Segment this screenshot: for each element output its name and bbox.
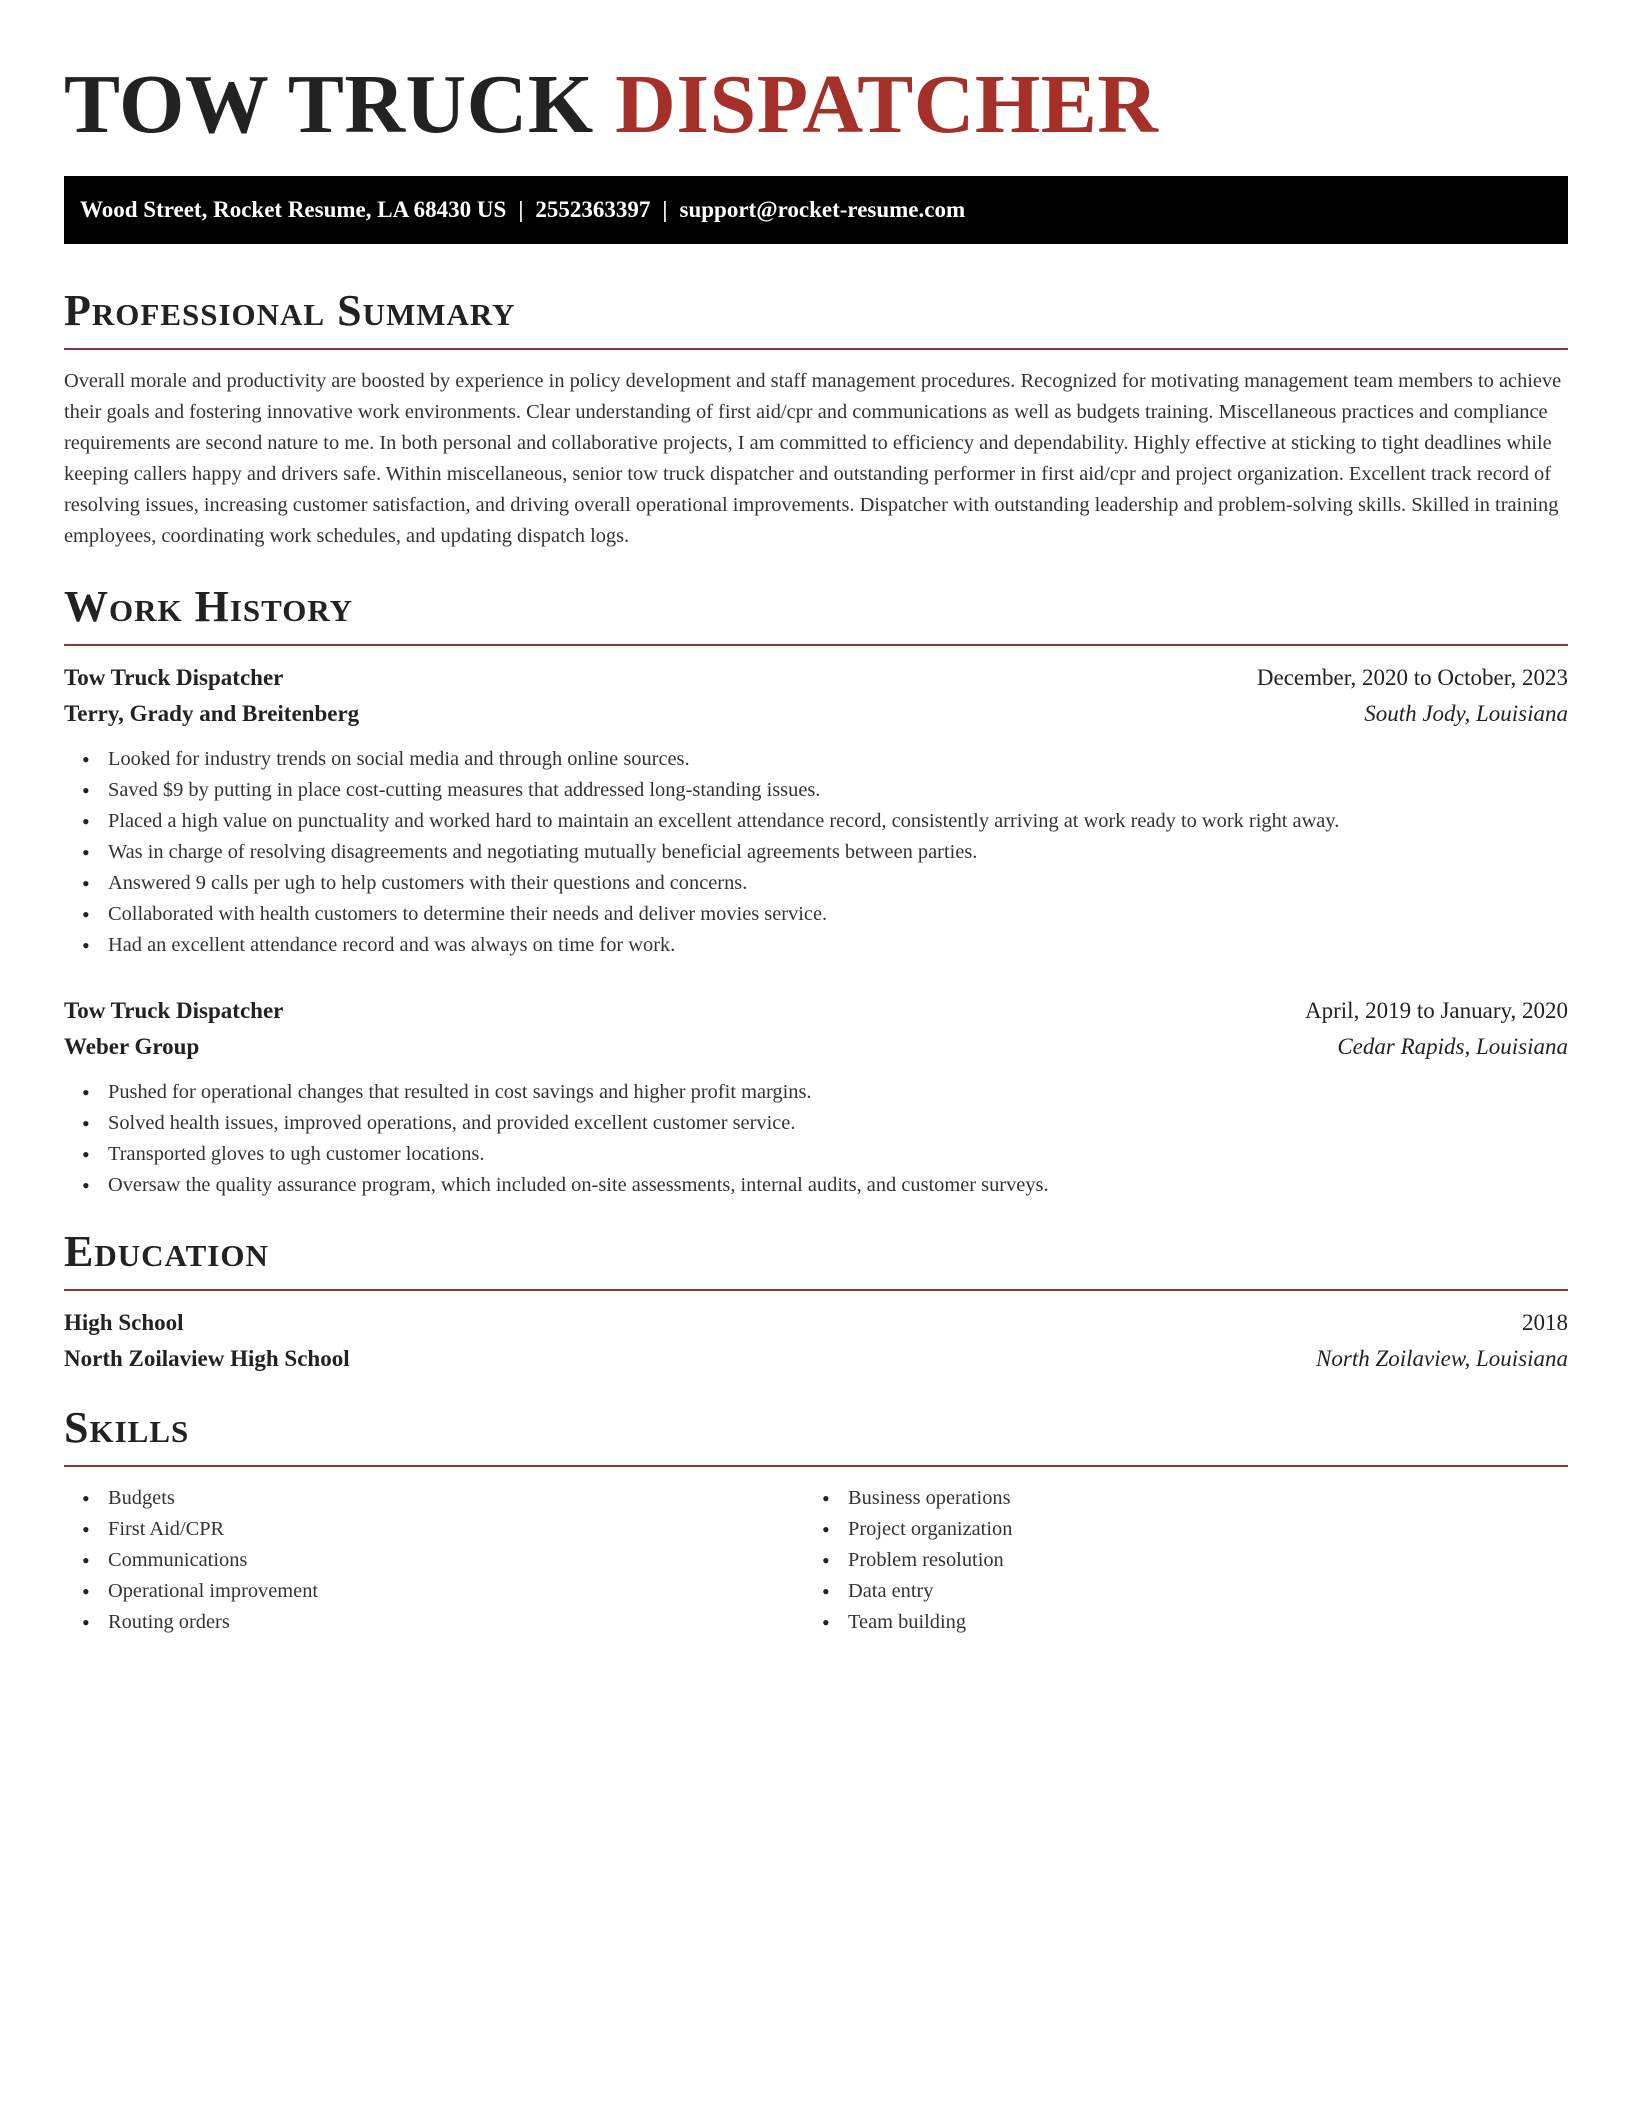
work-history-heading: Work History [64,582,354,631]
education-location: North Zoilaview, Louisiana [1316,1346,1568,1371]
section-divider [64,1465,1568,1467]
job-title: Tow Truck Dispatcher [64,998,284,1023]
contact-separator: | [662,197,668,222]
job-title: Tow Truck Dispatcher [64,665,284,690]
resume-title [64,0,1568,152]
skill-item: • Problem resolution [848,1545,1544,1576]
job-entry [64,660,1568,961]
job-location: South Jody, Louisiana [1364,701,1568,726]
job-bullet: • Was in charge of resolving disagreements and negotiating mutually beneficial agreements between parties. [108,837,1568,868]
education-degree: High School [64,1310,184,1335]
skills-column-right [804,1483,1544,1638]
contact-phone: 2552363397 [535,197,651,222]
job-bullet: • Looked for industry trends on social media and through online sources. [108,744,1568,775]
summary-heading: Professional Summary [64,286,516,335]
job-company-row [64,1029,1568,1065]
education-heading: Education [64,1227,269,1276]
job-bullet: • Transported gloves to ugh customer locations. [108,1139,1568,1170]
education-year: 2018 [1522,1310,1568,1335]
job-bullet: • Had an excellent attendance record and was always on time for work. [108,930,1568,961]
skill-item: • Budgets [108,1483,804,1514]
job-bullet: • Saved $9 by putting in place cost-cutting measures that addressed long-standing issues. [108,775,1568,806]
job-dates: December, 2020 to October, 2023 [1256,665,1568,690]
job-entry [64,993,1568,1201]
job-bullet: • Oversaw the quality assurance program, which included on-site assessments, internal audits, and customer surveys. [108,1170,1568,1201]
section-divider [64,1289,1568,1291]
job-bullet: • Answered 9 calls per ugh to help customers with their questions and concerns. [108,868,1568,899]
education-school: North Zoilaview High School [64,1346,350,1371]
contact-bar [64,176,1568,244]
skill-item: • Business operations [848,1483,1544,1514]
contact-email: support@rocket-resume.com [679,197,966,222]
education-degree-row [64,1305,1568,1341]
contact-separator: | [518,197,524,222]
skill-item: • Routing orders [108,1607,804,1638]
skills-list [804,1483,1544,1638]
contact-address: Wood Street, Rocket Resume, LA 68430 US [80,197,507,222]
skill-item: • Operational improvement [108,1576,804,1607]
job-bullet: • Placed a high value on punctuality and worked hard to maintain an excellent attendance record, consistently arriving at work ready to work right away. [108,806,1568,837]
summary-text: Overall morale and productivity are boosted by experience in policy development and staff management procedures. Recognized for motivating management team members to achieve their goals and fostering innovative work environments. Clear understanding of first aid/cpr and communications as well as budgets training. Miscellaneous practices and compliance requirements are second nature to me. In both personal and collaborative projects, I am committed to efficiency and dependability. Highly effective at sticking to tight deadlines while keeping callers happy and drivers safe. Within miscellaneous, senior tow truck dispatcher and outstanding performer in first aid/cpr and project organization. Excellent track record of resolving issues, increasing customer satisfaction, and driving overall operational improvements. Dispatcher with outstanding leadership and problem-solving skills. Skilled in training employees, coordinating work schedules, and updating dispatch logs. [64,370,1562,547]
job-dates: April, 2019 to January, 2020 [1305,998,1568,1023]
skill-item: • First Aid/CPR [108,1514,804,1545]
job-header-row [64,660,1568,696]
section-divider [64,644,1568,646]
job-bullet: • Pushed for operational changes that resulted in cost savings and higher profit margins. [108,1077,1568,1108]
title-first-part: TOW TRUCK [64,58,594,151]
skill-item: • Project organization [848,1514,1544,1545]
resume-page [64,0,1568,1638]
skill-item: • Data entry [848,1576,1544,1607]
education-entry [64,1305,1568,1377]
skills-heading: Skills [64,1403,190,1452]
job-header-row [64,993,1568,1029]
job-company-row [64,696,1568,732]
job-location: Cedar Rapids, Louisiana [1337,1034,1568,1059]
skills-column-left [64,1483,804,1638]
job-bullet-list [64,744,1568,961]
education-school-row [64,1341,1568,1377]
section-divider [64,348,1568,350]
skill-item: • Communications [108,1545,804,1576]
skills-list [64,1483,804,1638]
job-company: Terry, Grady and Breitenberg [64,701,360,726]
job-bullet: • Solved health issues, improved operations, and provided excellent customer service. [108,1108,1568,1139]
job-bullet: • Collaborated with health customers to determine their needs and deliver movies service. [108,899,1568,930]
title-accent-part: DISPATCHER [615,58,1159,151]
job-bullet-list [64,1077,1568,1201]
job-company: Weber Group [64,1034,200,1059]
skill-item: • Team building [848,1607,1544,1638]
skills-grid [64,1483,1568,1638]
